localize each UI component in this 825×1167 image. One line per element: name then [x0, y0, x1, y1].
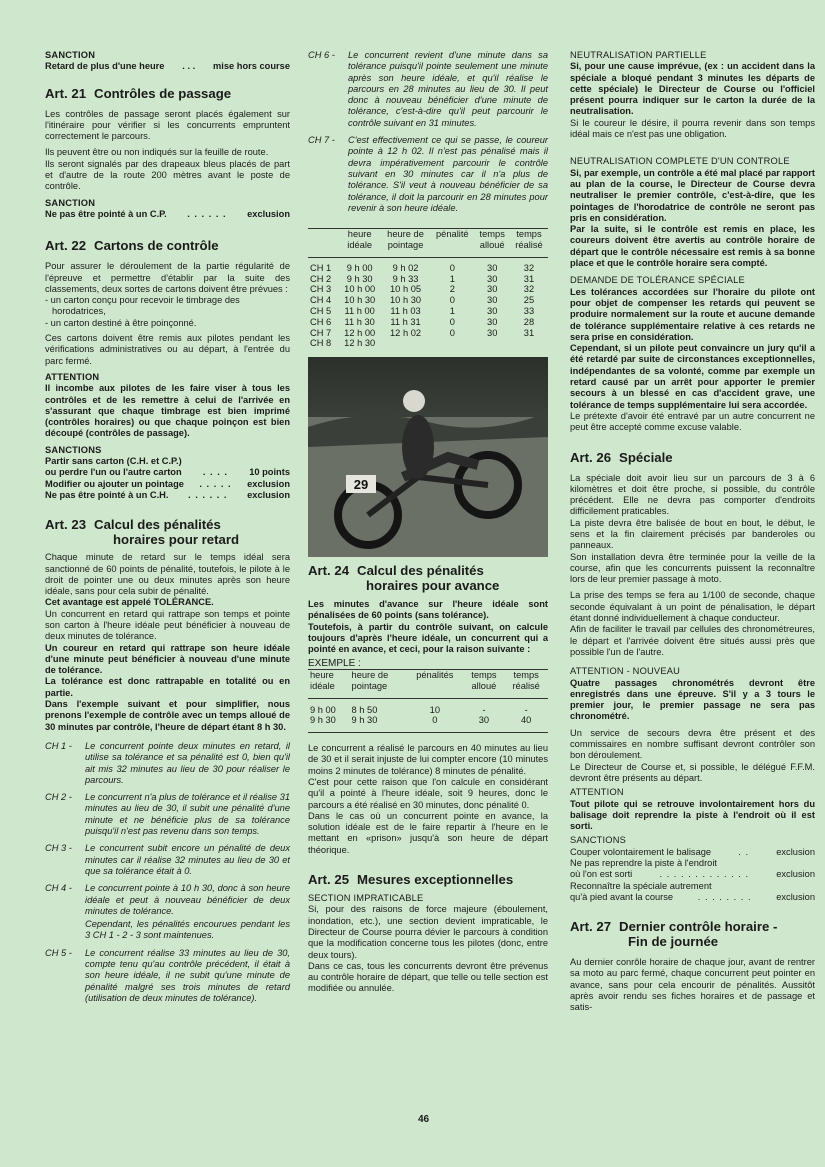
table-header: temps réalisé	[512, 669, 540, 691]
ch-item: CH 1 - Le concurrent pointe deux minutes en retard, il utilise sa tolérance et sa pénalité est 0, bien qu'il ait mis 32 minutes au lieu de 30 pour réaliser le parcours.	[45, 740, 290, 785]
ch-item: CH 4 - Le concurrent pointe à 10 h 30, donc à son heure idéale et peut à nouveau bénéficier de deux minutes de tolérance.	[45, 883, 290, 916]
neutralisation-partielle-heading: NEUTRALISATION PARTIELLE	[570, 50, 707, 60]
section-paragraph: Cependant, si un pilote peut convaincre un jury qu'il a été retardé par suite de circonstances exceptionnelles, indépendantes de sa volonté, comme par exemple un retard causé par un arrêt pour apporter le premier secours à un blessé en cas d'accident grave, une tolérance de temps supplémentaire lui sera accordée.	[570, 343, 815, 410]
table-cell	[381, 338, 430, 349]
art24-heading: Art. 24 Calcul des pénalités horaires pour avance	[308, 563, 500, 594]
sanction-line: ou perdre l'un ou l'autre carton . . . . 10 points	[45, 467, 290, 478]
art23-paragraph: Cet avantage est appelé TOLÉRANCE.	[45, 597, 214, 608]
art22-paragraph: Pour assurer le déroulement de la partie régularité de l'épreuve et permettre d'établir par la suite des classements, deux sortes de cartons doivent être prévues :	[45, 261, 290, 294]
art26-paragraph: La spéciale doit avoir lieu sur un parcours de 3 à 6 kilomètres et doit être proche, si possible, du contrôle précédent. Elle ne devra pas comporter d'endroits difficilement praticables.	[570, 472, 815, 517]
table-cell: 9 h 30	[310, 715, 336, 726]
table-cell: 10 h 05	[390, 284, 422, 295]
section-paragraph: Les tolérances accordées sur l'horaire du pilote ont pour objet de compenser les retards qui peuvent se produire normalement sur la route et aucune demande de tolérance supplémentaire relative à ces retards ne sera prise en considération.	[570, 286, 815, 342]
art26-paragraph: La piste devra être balisée de bout en bout, le début, le sens et la fin clairement précisés par banderoles ou panneaux.	[570, 517, 815, 551]
attention-heading: ATTENTION	[45, 371, 100, 382]
sanctions-heading: SANCTIONS	[45, 444, 102, 455]
table-row	[308, 295, 548, 306]
column-middle	[308, 50, 548, 1000]
penalty-table	[308, 228, 548, 349]
sanction-line: qu'à pied avant la course . . . . . . . . exclusion	[570, 891, 815, 902]
table-cell: 30	[487, 295, 498, 306]
exemple-heading: EXEMPLE :	[308, 657, 361, 669]
art21-paragraph: Les contrôles de passage seront placés également sur l'itinéraire pour vérifier si les concurrents empruntent correctement le parcours.	[45, 108, 290, 142]
section-paragraph: Le Directeur de Course et, si possible, le délégué F.F.M. devront être présents au départ.	[570, 761, 815, 783]
section-paragraph: Par la suite, si le contrôle est remis en place, les coureurs doivent être avertis au contrôle horaire de départ que le contrôle nécessaire est remis à sa bonne place et que le contrôle horaire sera compté.	[570, 224, 815, 269]
section-paragraph: Quatre passages chronométrés devront être enregistrés dans une épreuve. S'il y a 3 tours le premier jour, le premier passage ne sera pas chronométré.	[570, 677, 815, 722]
table-header: pénalité	[436, 229, 469, 240]
table-cell: -	[524, 704, 528, 715]
table-cell: 12 h 00	[344, 327, 376, 338]
art22-paragraph: Ces cartons doivent être remis aux pilotes pendant les vérifications administratives ou au départ, à l'entrée du parc fermé.	[45, 333, 290, 366]
table-cell: 32	[523, 262, 535, 273]
table-header: heure idéale	[310, 669, 335, 691]
table-cell: CH 6	[310, 316, 332, 327]
table-cell: 0	[432, 715, 438, 726]
art24-paragraph: Toutefois, à partir du contrôle suivant, on calcule toujours d'après l'heure idéale, un concurrent qui a pointé en avance, et ceci, pour la raison suivante :	[308, 621, 548, 655]
example-table-body	[308, 705, 548, 727]
art21-paragraph: Ils seront signalés par des drapeaux bleus placés de part et d'autre de la route 200 mètres avant le poste de contrôle.	[45, 158, 290, 192]
table-cell: 12 h 02	[390, 327, 422, 338]
table-cell: 30	[487, 327, 498, 338]
table-header: heure de pointage	[351, 669, 389, 691]
table-cell: CH 4	[310, 295, 332, 306]
art23-paragraph: Dans l'exemple suivant et pour simplifier, nous prenons l'exemple de contrôle avec un temps alloué de 30 minutes par contrôle, l'heure de départ étant 8 h 30.	[45, 699, 290, 732]
table-cell: 10	[429, 704, 440, 715]
table-cell	[474, 338, 510, 349]
table-cell: 0	[449, 262, 455, 273]
table-cell: CH 1	[310, 262, 332, 273]
table-cell: CH 3	[310, 284, 332, 295]
art24-paragraph: C'est pour cette raison que l'on calcule en considérant qu'il a pointé à l'heure idéale, soit 9 heures, donc le parcours a été réalisé en 30 minutes, donc pénalité 0.	[308, 776, 548, 810]
table-cell: 8 h 50	[351, 704, 378, 715]
art24-paragraph: Les minutes d'avance sur l'heure idéale sont pénalisées de 60 points (sans tolérance).	[308, 599, 548, 621]
table-cell: 9 h 33	[392, 273, 419, 284]
sanction-line: où l'on est sorti . . . . . . . . . . . . . exclusion	[570, 869, 815, 880]
art21-paragraph: Ils peuvent être ou non indiqués sur la feuille de route.	[45, 147, 269, 158]
table-header: pénalités	[416, 669, 454, 680]
table-header: temps réalisé	[515, 229, 543, 250]
art21-heading: Art. 21 Contrôles de passage	[45, 85, 232, 101]
table-cell: CH 5	[310, 305, 332, 316]
section-paragraph: Si le coureur le désire, il pourra revenir dans son temps idéal mais ce n'est pas une obligation.	[570, 117, 815, 140]
sanction-line: Partir sans carton (C.H. et C.P.)	[45, 456, 182, 467]
art22-heading: Art. 22 Cartons de contrôle	[45, 238, 219, 254]
sanction-line: Ne pas être pointé à un C.H. . . . . . . exclusion	[45, 489, 290, 500]
page-number: 46	[418, 1114, 430, 1125]
table-row	[308, 338, 548, 349]
table-cell: 1	[449, 273, 455, 284]
table-cell: 30	[487, 305, 498, 316]
art22-list	[45, 295, 290, 329]
art26-paragraph: Son installation devra être terminée pour la veille de la course, afin que les concurrents puissent la reconnaître lors de leur premier passage à moto.	[570, 551, 815, 585]
table-row	[308, 284, 548, 295]
table-cell: CH 2	[310, 273, 332, 284]
section-paragraph: Si, pour une cause imprévue, (ex : un accident dans la spéciale a bloqué pendant 3 minutes les départs de cette spéciale) le Directeur de Course ou l'officiel présent pourra indiquer sur le carton la durée de la neutralisation.	[570, 61, 815, 117]
table-row	[308, 705, 548, 716]
attention-text: Il incombe aux pilotes de les faire viser à tous les contrôles et de les remettre à celui de l'arrivée en s'assurant que chaque timbrage est bien imprimé (contrôles horaires) ou que chaque poinçon est bien découpé (contrôles de passage).	[45, 383, 290, 439]
table-cell: 12 h 30	[344, 338, 376, 349]
art26-paragraph: La prise des temps se fera au 1/100 de seconde, chaque seconde équivalant à un point de pénalisation, le départ étant donné individuellement à chaque conducteur.	[570, 590, 815, 624]
list-item: - un carton destiné à être poinçonné.	[45, 317, 197, 328]
ch-item: CH 5 - Le concurrent réalise 33 minutes au lieu de 30, compte tenu qu'au contrôle précédent, il était à son heure idéale, il ne subit qu'une minute de pénalité malgré ses trois minutes de retard (utilisation de deux minutes de tolérance).	[45, 947, 290, 1003]
table-cell: 31	[523, 273, 535, 284]
table-cell	[430, 338, 474, 349]
table-cell: 9 h 00	[346, 262, 373, 273]
table-row	[308, 317, 548, 328]
table-cell: CH 7	[310, 327, 332, 338]
race-number-plate: 29	[353, 477, 369, 493]
penalty-table-body	[308, 263, 548, 349]
sanction-heading: SANCTION	[45, 50, 96, 60]
table-header: heure de pointage	[387, 229, 424, 250]
table-cell: -	[482, 704, 486, 715]
table-cell: 11 h 30	[344, 316, 375, 327]
table-cell: 11 h 00	[344, 305, 375, 316]
art23-paragraph: La tolérance est donc rattrapable en totalité ou en partie.	[45, 676, 290, 698]
table-cell: 30	[487, 284, 498, 295]
table-cell: 10 h 30	[344, 295, 376, 306]
art27-paragraph: Au dernier conrôle horaire de chaque jour, avant de rentrer sa moto au parc fermé, chaque concurrent peut pointer en avance, sans pour cela encourir de pénalités. Aussitôt après avoir rendu ses fiches horaires et de passage et satis-	[570, 957, 815, 1013]
table-cell: 2	[449, 284, 455, 295]
art23-paragraph: Chaque minute de retard sur le temps idéal sera sanctionné de 60 points de pénalité, toutefois, le pilote à le droit de pointer une ou deux minutes après son heure idéale, sans pour cela subir de pénalité.	[45, 552, 290, 597]
art25-heading: Art. 25 Mesures exceptionnelles	[308, 872, 514, 888]
table-cell: 30	[487, 273, 498, 284]
section-paragraph: Le prétexte d'avoir été entravé par un autre concurrent ne peut être accepté comme excuse valable.	[570, 410, 815, 433]
table-row	[308, 263, 548, 274]
attention-heading: ATTENTION	[570, 787, 624, 798]
demande-tolerance-heading: DEMANDE DE TOLÉRANCE SPÉCIALE	[570, 275, 745, 286]
table-cell: 11 h 03	[390, 305, 421, 316]
art26-paragraph: Afin de faciliter le travail par cellules des chronométreures, le départ et l'arrivée doivent être situés aussi près que possible l'un de l'autre.	[570, 624, 815, 657]
section-paragraph: Un service de secours devra être présent et des commissaires en nombre suffisant devront contrôler son bon déroulement.	[570, 727, 815, 761]
sanction-line: Ne pas reprendre la piste à l'endroit	[570, 858, 717, 868]
table-row	[308, 274, 548, 285]
sanction-line: Modifier ou ajouter un pointage . . . . . exclusion	[45, 478, 290, 489]
neutralisation-complete-heading: NEUTRALISATION COMPLETE D'UN CONTROLE	[570, 156, 790, 167]
art23-paragraph: Un concurrent en retard qui rattrape son temps et pointe son carton à l'heure idéale peut bénéficier à nouveau de deux minutes de tolérance.	[45, 608, 290, 642]
table-cell: 11 h 31	[390, 316, 421, 327]
art23-heading: Art. 23 Calcul des pénalités horaires pour retard	[45, 517, 240, 548]
table-cell: 9 h 00	[310, 704, 336, 715]
sanction-line: Ne pas être pointé à un C.P. . . . . . . exclusion	[45, 208, 290, 219]
table-cell: 28	[523, 316, 535, 327]
sanction-line: Retard de plus d'une heure . . . mise hors course	[45, 61, 290, 72]
art24-paragraph: Dans le cas où un concurrent pointe en avance, la solution idéale est de le faire repartir à l'heure en le mettant en «prison» jusqu'à son heure de départ théorique.	[308, 810, 548, 855]
table-row	[308, 715, 548, 726]
table-header: temps alloué	[479, 229, 505, 250]
table-cell: 30	[487, 262, 498, 273]
table-cell: 0	[449, 295, 455, 306]
sanctions-heading: SANCTIONS	[570, 835, 627, 846]
art26-heading: Art. 26 Spéciale	[570, 449, 673, 465]
ch-item: CH 2 - Le concurrent n'a plus de tolérance et il réalise 31 minutes au lieu de 30, il subit une pénalité d'une minute et ne bénéficie plus de sa tolérance puisqu'il n'est pas revenu dans son temps.	[45, 792, 290, 837]
table-header: heure idéale	[347, 229, 373, 250]
table-cell: 0	[449, 316, 455, 327]
table-cell: 31	[523, 327, 535, 338]
sanction-line: Reconnaître la spéciale autrement	[570, 880, 712, 891]
example-table	[308, 669, 548, 733]
table-cell: 9 h 30	[346, 273, 373, 284]
section-paragraph: Si, pour des raisons de force majeure (éboulement, inondation, etc.), une section devient impraticable, le Directeur de Course pourra dévier le parcours à condition que la modification concerne tous les pilotes (donc, entre deux tours).	[308, 904, 548, 960]
ch-explanations	[45, 741, 290, 1004]
table-cell: 33	[523, 305, 535, 316]
art23-paragraph: Un coureur en retard qui rattrape son heure idéale d'une minute peut bénéficier à nouveau d'une minute de tolérance.	[45, 642, 290, 676]
table-cell: 40	[520, 715, 532, 726]
ch-item: CH 6 - Le concurrent revient d'une minute dans sa tolérance puisqu'il pointe seulement une minute après son heure idéale, et qu'il réalise le parcours en 28 minutes au lieu de 30. Il peut donc à nouveau bénéficier d'une minute de tolérance, c'est-à-dire qu'il peut parcourir le contrôle suivant en 31 minutes.	[308, 50, 548, 128]
table-cell: 30	[478, 715, 490, 726]
photo-image	[308, 357, 548, 557]
table-cell: 32	[523, 284, 535, 295]
column-right	[570, 50, 815, 1019]
sanction-line: Couper volontairement le balisage . . exclusion	[570, 846, 815, 857]
ch-item: CH 3 - Le concurrent subit encore un pénalité de deux minutes car il réalise 32 minutes au lieu de 30 et que sa tolérance était à 0.	[45, 843, 290, 876]
art24-paragraph: Le concurrent a réalisé le parcours en 40 minutes au lieu de 30 et il serait injuste de lui compter encore (10 minutes moins 2 minutes de tolérance) 8 minutes de pénalité.	[308, 743, 548, 776]
column-left	[45, 50, 290, 1010]
table-cell: 30	[487, 316, 498, 327]
table-cell: 25	[523, 295, 535, 306]
table-cell: 10 h 00	[344, 284, 376, 295]
table-cell: CH 8	[310, 338, 332, 349]
table-cell: 9 h 02	[392, 262, 419, 273]
ch-item: Cependant, les pénalités encourues pendant les 3 CH 1 - 2 - 3 sont maintenues.	[85, 919, 290, 941]
table-cell: 1	[449, 305, 455, 316]
table-row	[308, 306, 548, 317]
section-paragraph: Dans ce cas, tous les concurrents devront être prévenus au contrôle horaire de départ, que telle ou telle section est modifiée ou annulée.	[308, 960, 548, 994]
table-header: temps alloué	[471, 669, 497, 691]
section-paragraph: Si, par exemple, un contrôle a été mal placé par rapport au plan de la course, le Directeur de Course devra neutraliser le premier contrôle, c'est-à-dire, que les pointages de l'horodatrice de contrôle ne seront pas pris en considération.	[570, 167, 815, 223]
table-cell: 10 h 30	[390, 295, 422, 306]
section-paragraph: Tout pilote qui se retrouve involontairement hors du balisage doit reprendre la piste à l'endroit où il est sorti.	[570, 798, 815, 832]
table-cell: 9 h 30	[351, 715, 378, 726]
art27-heading: Art. 27 Dernier contrôle horaire - Fin de journée	[570, 919, 778, 950]
sanction-heading: SANCTION	[45, 197, 96, 208]
table-cell: 0	[449, 327, 455, 338]
table-row	[308, 328, 548, 339]
attention-nouveau-heading: ATTENTION - NOUVEAU	[570, 666, 681, 677]
photo-motocross-rider	[308, 357, 548, 557]
list-item: - un carton conçu pour recevoir le timbrage des horodatrices,	[45, 295, 240, 317]
section-impraticable-heading: SECTION IMPRATICABLE	[308, 893, 424, 904]
table-cell	[510, 338, 548, 349]
ch-item: CH 7 - C'est effectivement ce qui se passe, le coureur pointe à 12 h 02. Il n'est pas pénalisé mais il devra impérativement parcourir le contrôle suivant en 30 minutes car il n'a plus de tolérance. S'il veut à nouveau bénéficier de sa tolérance, il doit la parcourir en 28 minutes pour revenir à son heure idéale.	[308, 135, 548, 213]
